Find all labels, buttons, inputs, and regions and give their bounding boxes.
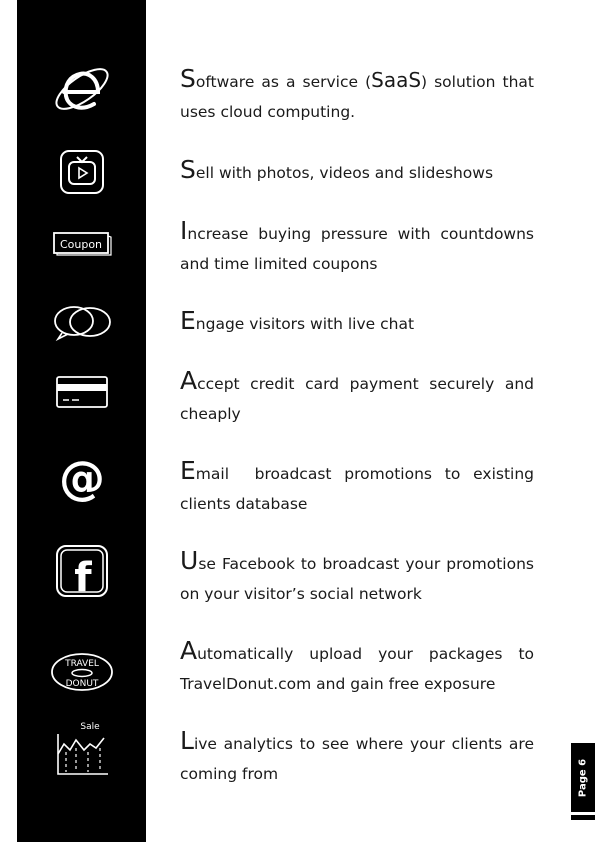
sale-label: Sale [79,722,100,732]
feature-initial: E [180,456,196,485]
feature-text: mail broadcast promotions to existing clients database [180,465,539,513]
donut-label: DONUT [65,679,98,689]
feature-text: utomatically upload your packages to TravelDonut.com and gain free exposure [180,645,534,693]
feature-facebook [180,546,534,609]
page-number-tab [571,743,595,812]
page-marker-bar [571,815,595,820]
feature-initial: U [180,546,199,575]
feature-initial: S [180,64,196,93]
feature-countdown [180,216,534,279]
feature-initial: L [180,726,194,755]
saas-highlight: SaaS [371,68,422,92]
feature-saas [180,64,534,127]
coupon-icon [17,229,146,257]
feature-text: oftware as a service ( [195,73,372,91]
internet-explorer-icon [17,58,146,120]
feature-email [180,456,539,519]
travel-label: TRAVEL [64,659,99,669]
feature-text: ncrease buying pressure with countdowns and time limited coupons [180,225,534,273]
feature-initial: I [180,216,188,245]
feature-text: ccept credit card payment securely and cheaply [180,375,534,423]
feature-text: ngage visitors with live chat [195,315,415,333]
video-play-icon [17,148,146,196]
icon-sidebar [17,0,146,842]
feature-initial: S [180,155,196,184]
chat-bubbles-icon [17,304,146,340]
sales-chart-icon [17,720,146,776]
coupon-label: Coupon [59,238,102,251]
feature-live-chat [180,306,534,339]
feature-text-tail: ) solution that uses cloud computing. [180,73,534,121]
feature-initial: A [180,636,198,665]
facebook-icon [17,544,146,601]
credit-card-icon [17,375,146,409]
feature-traveldonut [180,636,534,699]
feature-payment [180,366,534,429]
feature-analytics [180,726,534,789]
feature-media [180,155,534,188]
feature-initial: E [180,306,196,335]
feature-initial: A [180,366,198,395]
at-sign-icon [17,451,146,505]
feature-text: se Facebook to broadcast your promotions on your visitor’s social network [180,555,534,603]
svg-text:@: @ [58,451,105,505]
traveldonut-logo-icon [17,651,146,693]
svg-text:f: f [73,555,92,601]
page-number: Page 6 [577,758,589,797]
feature-text: ive analytics to see where your clients are coming from [180,735,534,783]
feature-text: ell with photos, videos and slideshows [195,164,494,182]
